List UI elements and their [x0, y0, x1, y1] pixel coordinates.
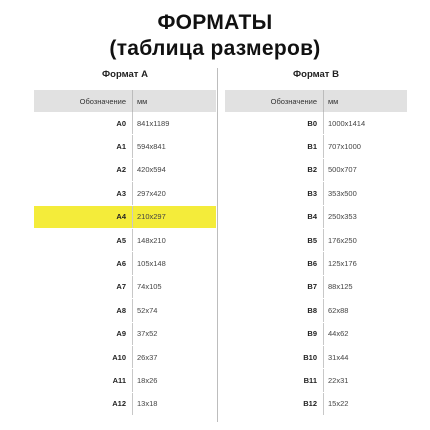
header-size: мм: [132, 90, 216, 112]
format-a-table-row: [34, 299, 216, 322]
format-b-table-row: [225, 299, 407, 322]
format-code: В9: [307, 329, 317, 339]
format-size: 594x841: [132, 135, 216, 157]
format-size: 125x176: [323, 252, 407, 274]
format-code: А10: [112, 352, 126, 362]
format-a-table-row: [34, 346, 216, 369]
format-a-table-row: [34, 206, 216, 229]
format-code: А6: [116, 259, 126, 269]
format-b-table-row: [225, 369, 407, 392]
format-code: В3: [307, 188, 317, 198]
format-code: А8: [116, 305, 126, 315]
header-code: Обозначение: [79, 96, 126, 106]
format-b-table-row: [225, 206, 407, 229]
format-code: В12: [303, 399, 317, 409]
format-a-table-row: [34, 276, 216, 299]
format-size: 15x22: [323, 393, 407, 415]
format-b-table-row: [225, 276, 407, 299]
format-a-table-row: [34, 393, 216, 416]
format-code: В2: [307, 165, 317, 175]
format-size: 13x18: [132, 393, 216, 415]
format-size: 420x594: [132, 159, 216, 181]
title-line-1: ФОРМАТЫ: [157, 11, 273, 34]
format-a-header-row: [34, 90, 216, 112]
format-code: А4: [116, 212, 126, 222]
format-b-table-row: [225, 229, 407, 252]
format-code: В1: [307, 142, 317, 152]
header-size: мм: [323, 90, 407, 112]
page-title: [0, 10, 430, 62]
format-code: А0: [116, 118, 126, 128]
format-code: В10: [303, 352, 317, 362]
format-size: 37x52: [132, 323, 216, 345]
format-size: 500x707: [323, 159, 407, 181]
title-line-2: (таблица размеров): [109, 37, 321, 60]
format-code: А5: [116, 235, 126, 245]
format-size: 297x420: [132, 182, 216, 204]
format-a-table: [34, 64, 216, 416]
format-b-title: Формат В: [293, 69, 339, 80]
format-code: А9: [116, 329, 126, 339]
format-size: 176x250: [323, 229, 407, 251]
format-size: 105x148: [132, 252, 216, 274]
format-code: В6: [307, 259, 317, 269]
format-code: А1: [116, 142, 126, 152]
format-size: 353x500: [323, 182, 407, 204]
format-a-table-row: [34, 229, 216, 252]
format-size: 52x74: [132, 299, 216, 321]
format-b-table-row: [225, 135, 407, 158]
format-size: 1000x1414: [323, 112, 407, 134]
format-code: В7: [307, 282, 317, 292]
format-code: В4: [307, 212, 317, 222]
format-size: 841x1189: [132, 112, 216, 134]
format-size: 148x210: [132, 229, 216, 251]
format-code: В11: [303, 375, 317, 385]
format-code: А3: [116, 188, 126, 198]
format-a-table-row: [34, 182, 216, 205]
column-divider: [217, 68, 218, 422]
format-size: 44x62: [323, 323, 407, 345]
format-b-header-row: [225, 90, 407, 112]
format-size: 62x88: [323, 299, 407, 321]
format-b-table-row: [225, 182, 407, 205]
format-b-table-row: [225, 159, 407, 182]
format-code: В8: [307, 305, 317, 315]
format-size: 18x26: [132, 369, 216, 391]
format-code: А7: [116, 282, 126, 292]
format-size: 74x105: [132, 276, 216, 298]
format-a-table-row: [34, 252, 216, 275]
format-a-table-row: [34, 135, 216, 158]
format-size: 210x297: [132, 206, 216, 228]
format-size: 707x1000: [323, 135, 407, 157]
format-b-table-row: [225, 323, 407, 346]
format-b-table-row: [225, 346, 407, 369]
header-code: Обозначение: [270, 96, 317, 106]
format-code: А12: [112, 399, 126, 409]
format-b-table-row: [225, 252, 407, 275]
format-a-title: Формат А: [102, 69, 148, 80]
format-code: В5: [307, 235, 317, 245]
format-code: В0: [307, 118, 317, 128]
format-a-table-row: [34, 112, 216, 135]
format-size: 22x31: [323, 369, 407, 391]
format-size: 31x44: [323, 346, 407, 368]
format-size: 26x37: [132, 346, 216, 368]
format-a-table-row: [34, 159, 216, 182]
format-a-table-row: [34, 323, 216, 346]
format-code: А11: [112, 375, 126, 385]
format-a-table-row: [34, 369, 216, 392]
format-b-table: [225, 64, 407, 416]
format-size: 88x125: [323, 276, 407, 298]
format-code: А2: [116, 165, 126, 175]
format-b-table-row: [225, 112, 407, 135]
format-size: 250x353: [323, 206, 407, 228]
format-b-table-row: [225, 393, 407, 416]
